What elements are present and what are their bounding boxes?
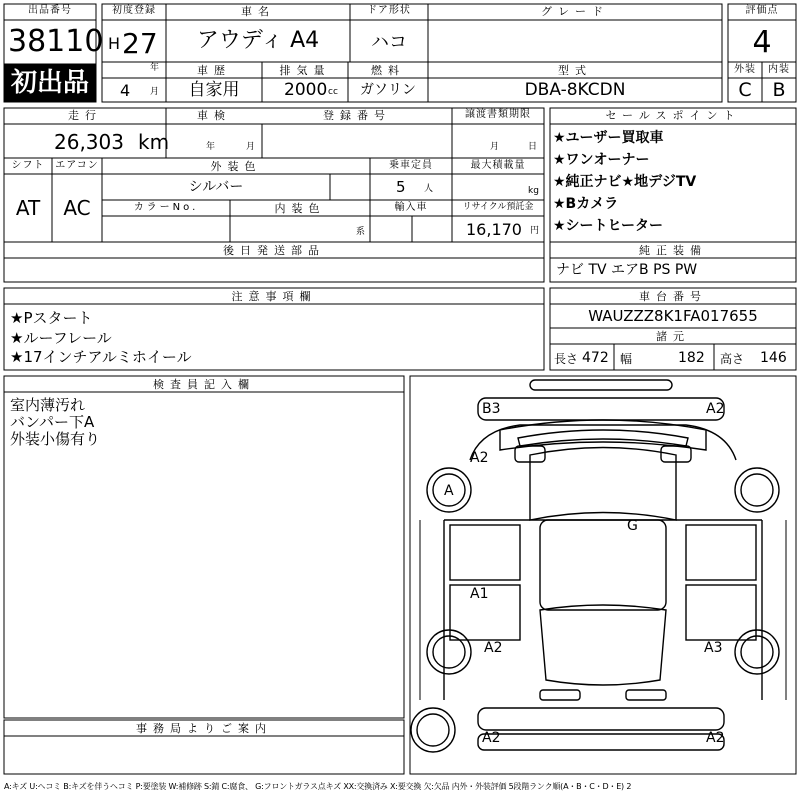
equipment-value: ナビ TV エアB PS PW [556,262,698,278]
first-listing-badge: 初出品 [4,64,96,102]
transfer-day-unit: 日 [528,142,538,152]
transfer-label: 譲渡書類期限 [465,109,531,120]
recycle-unit: 円 [530,226,540,236]
year-unit: 年 [150,63,160,73]
car-diagram [411,380,786,752]
width-label: 幅 [620,352,633,366]
note-item: ★ルーフレール [10,329,112,347]
mark-wheel-left-front: A [444,483,454,499]
inspector-line: 外装小傷有り [10,430,101,448]
score-label: 評価点 [745,5,779,16]
door-value: ハコ [371,32,407,53]
month-unit: 月 [150,87,160,97]
mark-rear-right: A2 [706,730,725,746]
notes-label: 注意事項欄 [231,290,317,303]
mark-door-left: A1 [470,586,489,602]
ext-color-value: シルバー [188,179,244,195]
recycle-value: 16,170 [466,220,522,239]
interior-label: 内装 [768,64,790,75]
inspector-line: バンパー下A [10,413,95,431]
sales-points-label: セールスポイント [605,109,741,122]
score: 4 [752,25,772,60]
note-item: ★17インチアルミホイール [10,348,192,366]
mileage-label: 走行 [68,109,102,122]
transfer-month-unit: 月 [490,142,500,152]
mark-front-left: B3 [482,401,501,417]
vin-value: WAUZZZ8K1FA017655 [588,307,758,325]
sales-point: ★ワンオーナー [553,152,650,168]
height-value: 146 [760,350,787,366]
inspector-line: 室内薄汚れ [10,396,86,414]
note-item: ★Pスタート [10,309,93,327]
later-parts-label: 後日発送部品 [223,244,325,257]
displacement-label: 排気量 [279,64,331,77]
sales-point: ★シートヒーター [553,218,663,234]
plate-label: 登録番号 [323,109,391,122]
mark-fender-left: A2 [470,450,489,466]
int-color-label: 内装色 [274,202,326,215]
door-label: ドア形状 [367,5,411,16]
mileage-unit: km [138,130,170,154]
grade-label: グレード [541,5,609,18]
capacity-label: 乗車定員 [389,160,433,171]
vin-label: 車台番号 [639,290,707,303]
import-label: 輸入車 [394,202,428,213]
load-unit: kg [528,186,539,196]
length-value: 472 [582,350,609,366]
capacity-unit: 人 [424,184,434,194]
shift-label: シフト [11,160,45,171]
mark-roof: G [627,518,638,534]
width-value: 182 [678,350,705,366]
lot-no: 38110 [8,24,104,59]
mark-front-right: A2 [706,401,725,417]
first-reg-label: 初度登録 [112,5,156,16]
model-label: 型式 [558,64,592,77]
fuel-value: ガソリン [360,82,416,98]
displacement-value: 2000 [284,80,328,100]
lot-no-label: 出品番号 [28,5,72,16]
ac-label: エアコン [55,160,99,171]
reg-month: 4 [120,81,131,100]
sales-point: ★純正ナビ★地デジTV [553,174,697,190]
legend: A:キズ U:ヘコミ B:キズを伴うヘコミ P:要塗装 W:補修跡 S:錆 C:腐食、 G:フロントガラス点キズ XX:交換済み X:要交換 欠:欠品 内外・外装評価 5段階ランク順(A・B・C・D・E) 2 [4,782,632,791]
displacement-unit: cc [328,87,338,97]
length-label: 長さ [554,352,579,366]
mileage-value: 26,303 [54,130,124,154]
color-no-label: カラーNo. [133,202,199,213]
recycle-label: リサイクル預託金 [462,202,534,212]
exterior-label: 外装 [734,64,756,75]
reg-year: 27 [122,27,158,60]
inspector-label: 検査員記入欄 [153,378,255,391]
history-value: 自家用 [188,80,240,100]
shift-value: AT [15,196,41,220]
height-label: 高さ [720,352,745,366]
dims-label: 諸元 [656,330,690,343]
fuel-label: 燃料 [371,64,405,77]
history-label: 車歴 [197,64,231,77]
capacity-value: 5 [396,178,406,196]
mark-rear-left: A2 [482,730,501,746]
ext-color-label: 外装色 [210,160,262,173]
office-label: 事務局よりご案内 [136,722,272,735]
car-name: アウディ A4 [196,28,320,53]
era: H [108,34,121,53]
load-label: 最大積載量 [470,160,526,171]
inspection-month-unit: 月 [246,142,256,152]
int-color-unit: 系 [356,227,366,237]
car-name-label: 車名 [241,5,275,18]
equipment-label: 純正装備 [639,244,707,257]
exterior-grade: C [738,79,752,101]
model-value: DBA-8KCDN [524,80,626,100]
inspection-year-unit: 年 [206,142,216,152]
ac-value: AC [63,196,91,220]
sales-point: ★Bカメラ [553,196,619,212]
mark-wheel-left-rear: A2 [484,640,503,656]
sales-point: ★ユーザー買取車 [553,130,664,146]
mark-wheel-right-rear: A3 [704,640,723,656]
inspection-label: 車検 [197,109,231,122]
interior-grade: B [772,79,786,101]
